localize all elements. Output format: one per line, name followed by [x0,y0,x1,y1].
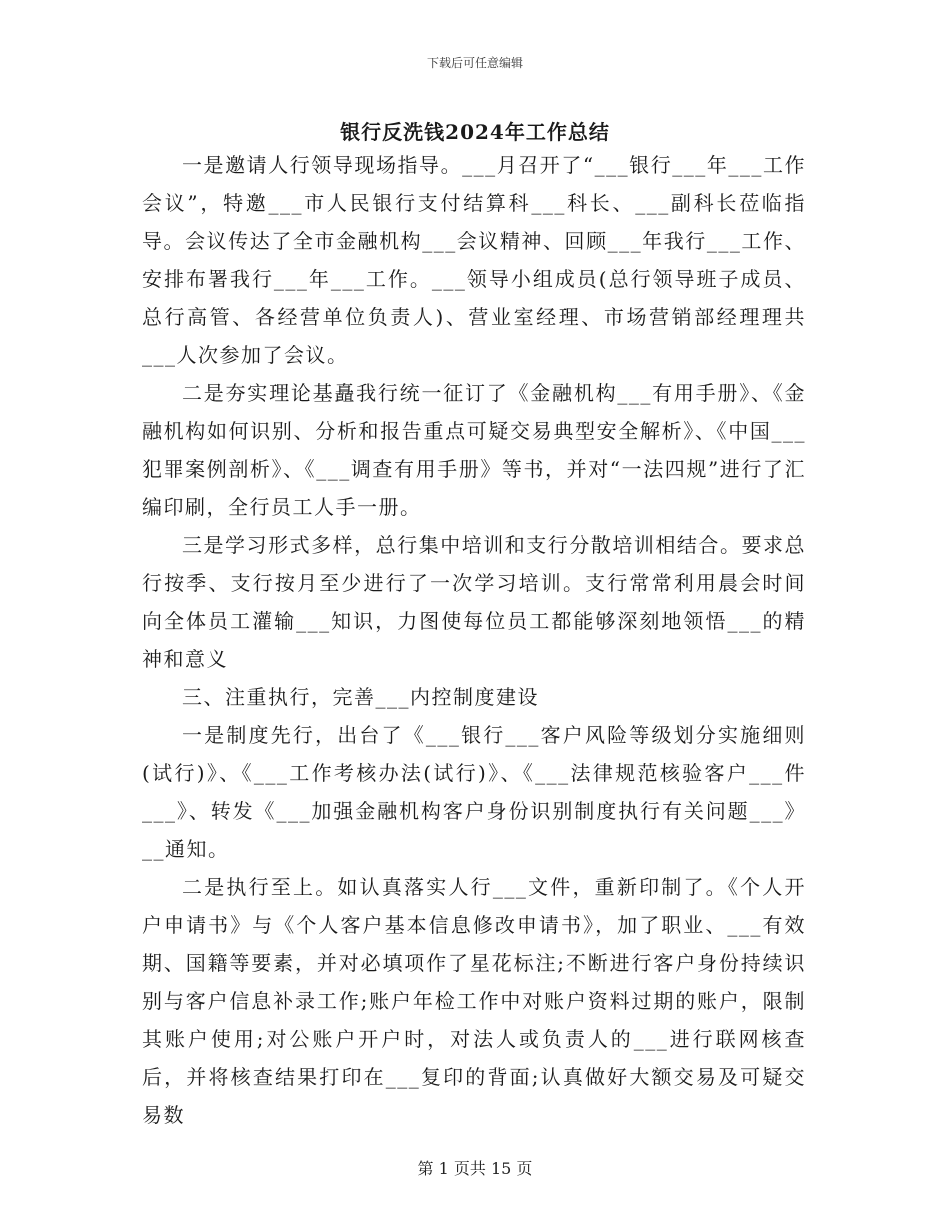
paragraph-1: 一是邀请人行领导现场指导。___月召开了“___银行___年___工作会议”，特邀___市人民银行支付结算科___科长、___副科长莅临指导。会议传达了全市金融机构___会议精神、回顾___年我行___工作、安排布署我行___年___工作。___领导小组成员(总行领导班子成员、总行高管、各经营单位负责人)、营业室经理、市场营销部经理理共___人次参加了会议。 [142,153,806,367]
page-indicator: 第 1 页共 15 页 [417,1159,533,1178]
paragraph-3: 三是学习形式多样，总行集中培训和支行分散培训相结合。要求总行按季、支行按月至少进行了一次学习培训。支行常常利用晨会时间向全体员工灌输___知识，力图使每位员工都能够深刻地领悟___的精神和意义 [142,533,806,671]
paragraph-5: 二是执行至上。如认真落实人行___文件，重新印制了。《个人开户申请书》与《个人客户基本信息修改申请书》，加了职业、___有效期、国籍等要素，并对必填项作了星花标注;不断进行客户身份持续识别与客户信息补录工作;账户年检工作中对账户资料过期的账户，限制其账户使用;对公账户开户时，对法人或负责人的___进行联网核查后，并将核查结果打印在___复印的背面;认真做好大额交易及可疑交易数 [142,875,806,1127]
paragraph-4: 一是制度先行，出台了《___银行___客户风险等级划分实施细则(试行)》、《___工作考核办法(试行)》、《___法律规范核验客户___件___》、转发《___加强金融机构客户身份识别制度执行有关问题___》__通知。 [142,723,806,861]
header-note: 下载后可任意编辑 [426,56,523,70]
section-heading: 三、注重执行，完善___内控制度建设 [182,685,539,709]
document-body [142,146,806,1134]
paragraph-2: 二是夯实理论基矗我行统一征订了《金融机构___有用手册》、《金融机构如何识别、分析和报告重点可疑交易典型安全解析》、《中国___犯罪案例剖析》、《___调查有用手册》等书，并对“一法四规”进行了汇编印刷，全行员工人手一册。 [142,381,806,519]
document-title: 银行反洗钱2024年工作总结 [340,120,610,144]
